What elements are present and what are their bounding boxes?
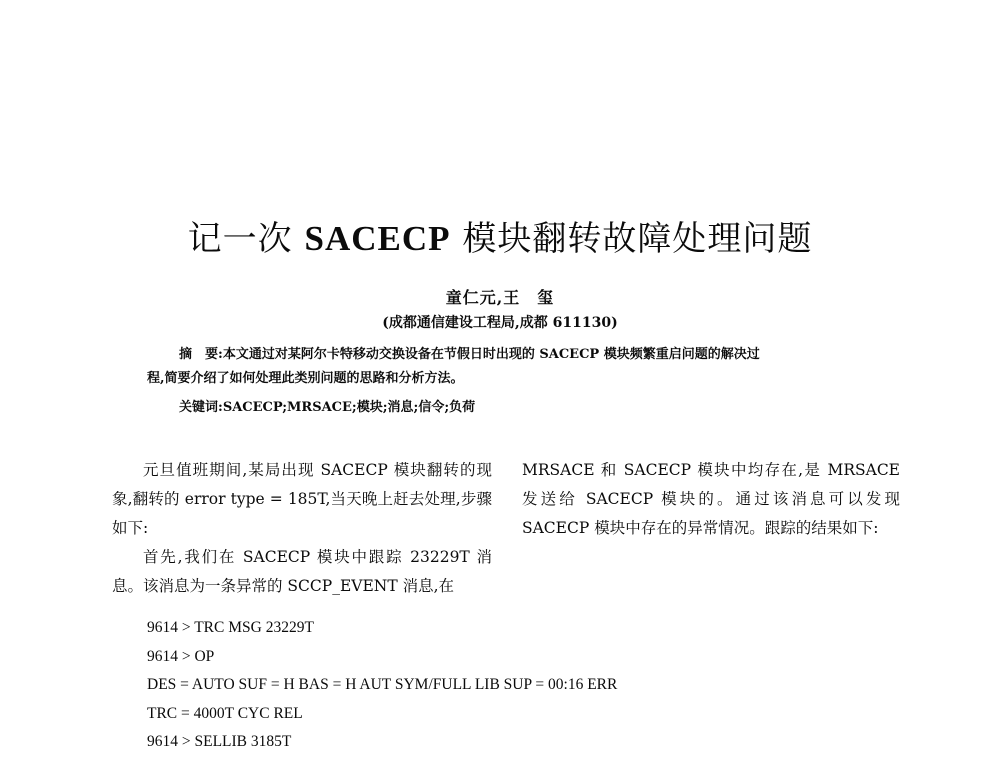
keywords-text: SACECP;MRSACE;模块;消息;信令;负荷 [222,400,476,415]
title-prefix: 记一次 [187,219,305,259]
code-line: 9614 > OP [147,647,215,665]
title-suffix: 模块翻转故障处理问题 [450,219,813,259]
keywords-label: 关键词: [179,400,223,415]
code-line: TRC = 4000T CYC REL [147,704,303,722]
body-paragraph: 首先,我们在 SACECP 模块中跟踪 23229T 消息。该消息为一条异常的 SCCP_EVENT 消息,在 [112,548,492,595]
abstract-text-2: 程,简要介绍了如何处理此类别问题的思路和分析方法。 [147,371,464,386]
code-line: 9614 > SELLIB 3185T [147,733,292,750]
code-listing [147,614,617,757]
abstract-line-1 [147,343,867,367]
paper-title [0,211,1000,260]
affiliation: (成都通信建设工程局,成都 611130) [382,315,618,331]
body-right-column [522,456,900,543]
code-line: DES = AUTO SUF = H BAS = H AUT SYM/FULL LIB SUP = 00:16 ERR [147,676,618,693]
abstract-label: 摘 要: [179,347,223,362]
authors: 童仁元,王 玺 [445,288,555,307]
body-paragraph: MRSACE 和 SACECP 模块中均存在,是 MRSACE 发送给 SACECP 模块的。通过该消息可以发现 SACECP 模块中存在的异常情况。跟踪的结果如下: [522,461,900,537]
title-latin: SACECP [304,219,451,258]
abstract [147,343,867,391]
body-paragraph: 元旦值班期间,某局出现 SACECP 模块翻转的现象,翻转的 error type = 185T,当天晚上赶去处理,步骤如下: [112,461,492,537]
keywords [179,396,475,415]
body-left-column [112,456,492,601]
code-line: 9614 > TRC MSG 23229T [147,619,314,636]
abstract-text-1: 本文通过对某阿尔卡特移动交换设备在节假日时出现的 SACECP 模块频繁重启问题的解决过 [222,347,760,362]
